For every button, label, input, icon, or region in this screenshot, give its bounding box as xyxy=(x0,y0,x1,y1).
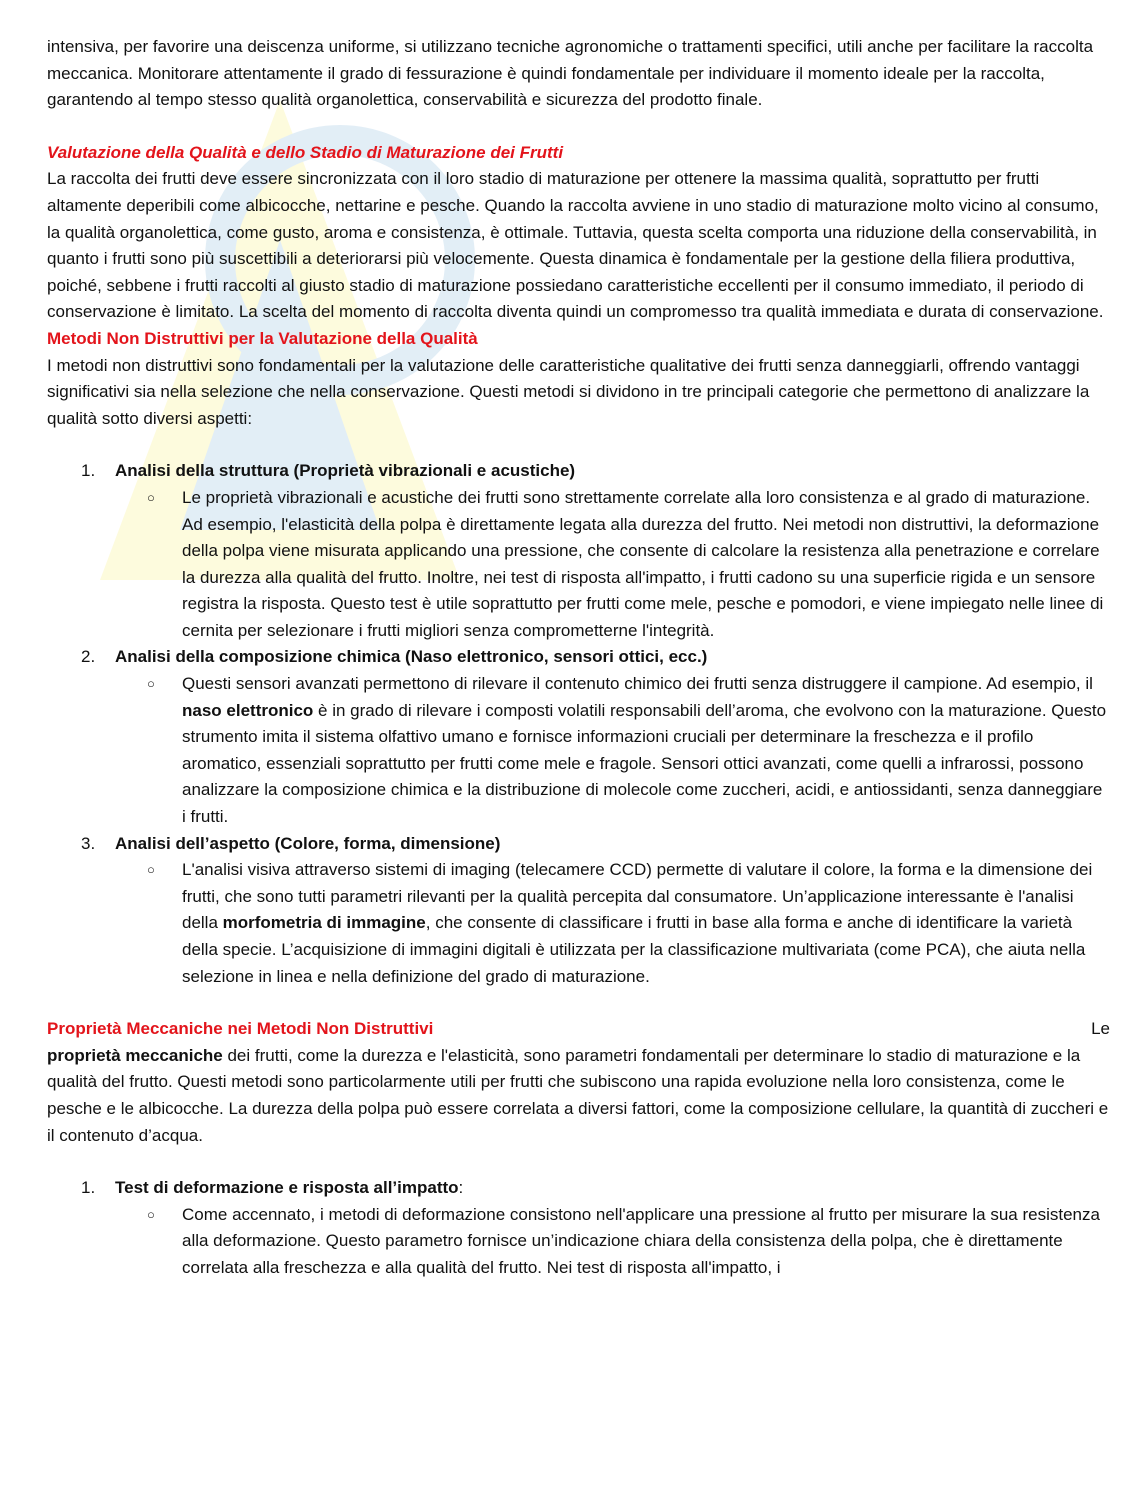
bold-term: proprietà meccaniche xyxy=(47,1045,223,1065)
section-paragraph-meccaniche xyxy=(47,1016,1110,1149)
sub-item-text: Questi sensori avanzati permettono di rilevare il contenuto chimico dei frutti senza distruggere il campione. Ad esempio, il xyxy=(182,674,1093,694)
circle-bullet-icon: ○ xyxy=(147,676,155,692)
circle-bullet-icon: ○ xyxy=(147,489,155,505)
sub-list-item xyxy=(47,857,1110,990)
list-item xyxy=(47,1175,1110,1281)
list-item-title: Analisi della composizione chimica (Naso elettronico, sensori ottici, ecc.) xyxy=(115,647,708,667)
list-item-title: Analisi della struttura (Proprietà vibrazionali e acustiche) xyxy=(115,461,576,481)
list-item-suffix: : xyxy=(458,1178,464,1198)
list-item-title: Test di deformazione e risposta all’impatto xyxy=(115,1178,459,1198)
mechanical-tests-list xyxy=(47,1175,1110,1281)
circle-bullet-icon: ○ xyxy=(147,862,155,878)
sub-list-item xyxy=(47,671,1110,831)
sub-item-bold: morfometria di immagine xyxy=(222,913,426,933)
sub-item-text: Come accennato, i metodi di deformazione consistono nell'applicare una pressione al frutto per misurare la sua resistenza alla deformazione. Questo parametro fornisce un’indicazione chiara della consistenza della polpa, che è direttamente correlata alla freschezza e alla qualità del frutto. Nei test di risposta all'impatto, i xyxy=(182,1204,1100,1277)
lead-word: Le xyxy=(1091,1019,1110,1039)
sub-list-item xyxy=(47,485,1110,645)
list-number: 1. xyxy=(81,461,96,481)
sub-item-text: è in grado di rilevare i composti volatili responsabili dell’aroma, che evolvono con la maturazione. Questo strumento imita il sistema olfattivo umano e fornisce informazioni cruciali per determinare la freschezza e il profilo aromatico, essenziali soprattutto per frutti come mele e fragole. Sensori ottici avanzati, come quelli a infrarossi, possono analizzare la composizione chimica e la distribuzione di molecole come zuccheri, acidi, e antiossidanti, senza danneggiare i frutti. xyxy=(182,700,1107,827)
section-body-valutazione: La raccolta dei frutti deve essere sincronizzata con il loro stadio di maturazione per ottenere la massima qualità, soprattutto per frutti altamente deperibili come albicocche, nettarine e pesche. Quando la raccolta avviene in uno stadio di maturazione molto vicino al consumo, la qualità organolettica, come gusto, aroma e consistenza, è ottimale. Tuttavia, questa scelta comporta una riduzione della conservabilità, in quanto i frutti sono più suscettibili a deteriorarsi più velocemente. Questa dinamica è fondamentale per la gestione della filiera produttiva, poiché, sebbene i frutti raccolti al giusto stadio di maturazione possiedano caratteristiche eccellenti per il consumo immediato, il periodo di conservazione è limitato. La scelta del momento di raccolta diventa quindi un compromesso tra qualità immediata e durata di conservazione. xyxy=(47,169,1104,322)
list-item-title: Analisi dell’aspetto (Colore, forma, dimensione) xyxy=(115,833,501,853)
section-body-metodi: I metodi non distruttivi sono fondamentali per la valutazione delle caratteristiche qualitative dei frutti senza danneggiarli, offrendo vantaggi significativi sia nella selezione che nella conservazione. Questi metodi si dividono in tre principali categorie che permettono di analizzare la qualità sotto diversi aspetti: xyxy=(47,355,1090,428)
list-number: 1. xyxy=(81,1178,96,1198)
section-body-meccaniche: dei frutti, come la durezza e l'elasticità, sono parametri fondamentali per determinare lo stadio di maturazione e la qualità del frutto. Questi metodi sono particolarmente utili per frutti che subiscono una rapida evoluzione nella loro consistenza, come le pesche e le albicocche. La durezza della polpa può essere correlata a diversi fattori, come la composizione cellulare, la quantità di zuccheri e il contenuto d’acqua. xyxy=(47,1045,1109,1145)
section-heading-metodi: Metodi Non Distruttivi per la Valutazione della Qualità xyxy=(47,328,478,348)
sub-item-bold: naso elettronico xyxy=(182,700,314,720)
list-item xyxy=(47,644,1110,830)
list-item xyxy=(47,831,1110,991)
circle-bullet-icon: ○ xyxy=(147,1206,155,1222)
list-number: 3. xyxy=(81,833,96,853)
list-item xyxy=(47,458,1110,644)
section-heading-valutazione: Valutazione della Qualità e dello Stadio di Maturazione dei Frutti xyxy=(47,142,564,162)
sub-item-text: L'analisi visiva attraverso sistemi di imaging (telecamere CCD) permette di valutare il colore, la forma e la dimensione dei frutti, che sono tutti parametri rilevanti per la qualità percepita dal consumatore. Un’applicazione interessante è l'analisi della xyxy=(182,860,1093,933)
sub-item-text: , che consente di classificare i frutti in base alla forma e anche di identificare la varietà della specie. L’acquisizione di immagini digitali è utilizzata per la classificazione multivariata (come PCA), che aiuta nella selezione in linea e nella definizione del grado di maturazione. xyxy=(182,913,1086,986)
document-page xyxy=(47,34,1110,1282)
list-number: 2. xyxy=(81,647,96,667)
section-heading-meccaniche: Proprietà Meccaniche nei Metodi Non Distruttivi xyxy=(47,1019,434,1039)
methods-list xyxy=(47,458,1110,990)
sub-item-text: Le proprietà vibrazionali e acustiche dei frutti sono strettamente correlate alla loro consistenza e al grado di maturazione. Ad esempio, l'elasticità della polpa è direttamente legata alla durezza del frutto. Nei metodi non distruttivi, la deformazione della polpa viene misurata applicando una pressione, che consente di calcolare la resistenza alla penetrazione e correlare la durezza alla qualità del frutto. Inoltre, nei test di risposta all'impatto, i frutti cadono su una superficie rigida e un sensore registra la risposta. Questo test è utile soprattutto per frutti come mele, pesche e pomodori, e viene impiegato nelle linee di cernita per selezionare i frutti migliori senza comprometterne l'integrità. xyxy=(182,487,1104,640)
intro-paragraph: intensiva, per favorire una deiscenza uniforme, si utilizzano tecniche agronomiche o trattamenti specifici, utili anche per facilitare la raccolta meccanica. Monitorare attentamente il grado di fessurazione è quindi fondamentale per individuare il momento ideale per la raccolta, garantendo al tempo stesso qualità organolettica, conservabilità e sicurezza del prodotto finale. xyxy=(47,37,1094,110)
sub-list-item xyxy=(47,1202,1110,1282)
